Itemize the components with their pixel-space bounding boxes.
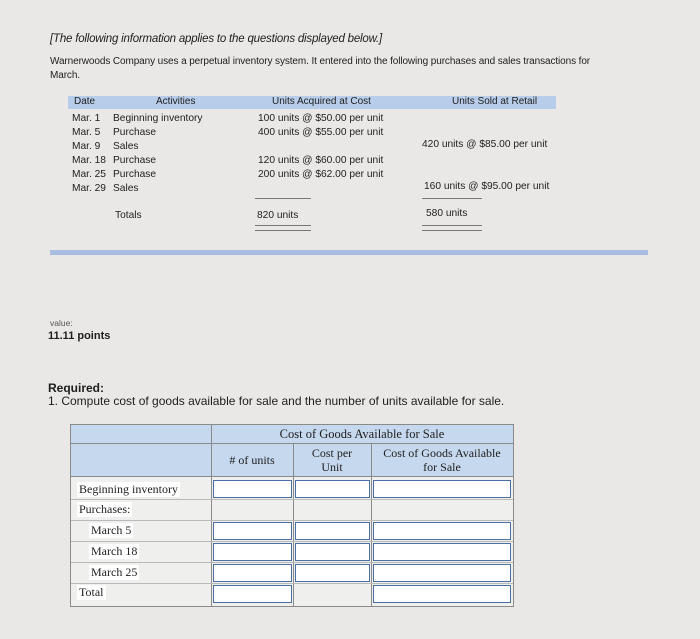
row-acquired: 120 units @ $60.00 per unit (258, 155, 384, 166)
row-activity: Sales (113, 141, 139, 152)
intro-text: [The following information applies to the questions displayed below.] (50, 33, 383, 45)
march25-cogs-input[interactable] (373, 564, 511, 582)
col-cogs-header (371, 444, 513, 477)
inventory-table (50, 92, 565, 242)
cogs-table-sub-corner (71, 444, 211, 477)
row-sold: 420 units @ $85.00 per unit (422, 139, 548, 150)
row-acquired: 200 units @ $62.00 per unit (258, 169, 384, 180)
total-sold: 580 units (426, 208, 468, 219)
row-divider (71, 541, 513, 542)
totals-label: Totals (115, 210, 142, 221)
row-label-total: Total (79, 585, 104, 599)
row-date: Mar. 25 (72, 169, 106, 180)
row-divider (71, 562, 513, 563)
col-cogs-line1: Cost of Goods Available (383, 446, 501, 460)
section-separator (50, 250, 648, 255)
march18-units-input[interactable] (213, 543, 292, 561)
sold-double-underline (422, 225, 482, 231)
row-date: Mar. 29 (72, 183, 106, 194)
row-label-march-25: March 25 (91, 565, 138, 579)
row-activity: Purchase (113, 155, 157, 166)
row-date: Mar. 5 (72, 127, 101, 138)
row-divider (71, 520, 513, 521)
row-label-march-5: March 5 (91, 523, 132, 537)
col-cost-per-unit-header (293, 444, 371, 477)
question-text: 1. Compute cost of goods available for sale and the number of units available for sale. (48, 394, 505, 408)
cogs-table-title: Cost of Goods Available for Sale (211, 425, 513, 444)
header-activities: Activities (156, 96, 196, 107)
march5-cogs-input[interactable] (373, 522, 511, 540)
row-divider (71, 499, 513, 500)
value-label: value: (50, 318, 73, 328)
header-units-sold: Units Sold at Retail (452, 96, 538, 107)
beginning-cost-per-unit-input[interactable] (295, 480, 370, 498)
row-date: Mar. 18 (72, 155, 106, 166)
sold-underline (422, 198, 482, 199)
column-divider (371, 444, 372, 606)
row-sold: 160 units @ $95.00 per unit (424, 181, 550, 192)
header-date: Date (74, 96, 96, 107)
total-cogs-input[interactable] (373, 585, 511, 603)
march18-cogs-input[interactable] (373, 543, 511, 561)
row-activity: Sales (113, 183, 139, 194)
col-cost-per-unit-line1: Cost per (311, 446, 353, 460)
acquired-underline (255, 198, 311, 199)
row-activity: Purchase (113, 127, 157, 138)
row-label-march-18: March 18 (91, 544, 138, 558)
row-acquired: 100 units @ $50.00 per unit (258, 113, 384, 124)
row-acquired: 400 units @ $55.00 per unit (258, 127, 384, 138)
column-divider (293, 444, 294, 606)
march18-cost-per-unit-input[interactable] (295, 543, 370, 561)
row-date: Mar. 9 (72, 141, 101, 152)
march5-cost-per-unit-input[interactable] (295, 522, 370, 540)
total-acquired: 820 units (257, 210, 299, 221)
row-label-beginning-inventory: Beginning inventory (79, 482, 178, 496)
beginning-units-input[interactable] (213, 480, 292, 498)
march25-cost-per-unit-input[interactable] (295, 564, 370, 582)
row-activity: Beginning inventory (113, 113, 203, 124)
row-activity: Purchase (113, 169, 157, 180)
row-divider (71, 583, 513, 584)
required-heading: Required: (48, 381, 105, 395)
problem-description: Warnerwoods Company uses a perpetual inventory system. It entered into the following purchases and sales transactions for March. (50, 56, 591, 81)
cogs-table (70, 424, 514, 607)
points-value: 11.11 points (48, 330, 111, 342)
march25-units-input[interactable] (213, 564, 292, 582)
column-divider (211, 425, 212, 606)
march5-units-input[interactable] (213, 522, 292, 540)
col-cogs-line2: for Sale (423, 460, 461, 474)
col-cost-per-unit-line2: Unit (321, 460, 343, 474)
cogs-table-corner (71, 425, 211, 444)
beginning-cogs-input[interactable] (373, 480, 511, 498)
total-units-input[interactable] (213, 585, 292, 603)
col-units-header (211, 444, 293, 477)
header-units-acquired: Units Acquired at Cost (272, 96, 371, 107)
acquired-double-underline (255, 225, 311, 231)
col-units-label: # of units (229, 453, 275, 467)
row-label-purchases: Purchases: (79, 502, 131, 516)
row-date: Mar. 1 (72, 113, 101, 124)
